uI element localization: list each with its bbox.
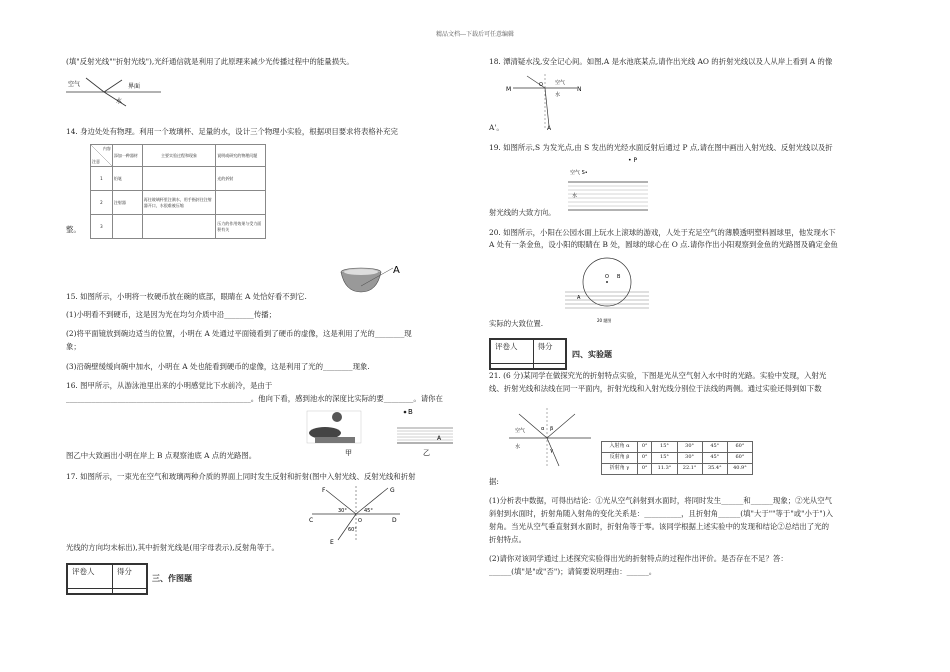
svg-text:A: A	[547, 125, 552, 130]
fig19-pool	[568, 152, 650, 214]
q21-2b: ______(填"是"或"否")；请简要说明理由：______。	[489, 567, 657, 576]
svg-text:A: A	[577, 295, 581, 301]
table-row: 入射角 α 0° 15° 30° 45° 60°	[602, 442, 753, 453]
svg-text:N: N	[577, 86, 582, 93]
q21-2a: (2)请你对该同学通过上述探究实验得出光的折射特点的过程作出评价。是否存在不足？答：	[489, 554, 788, 563]
q14-stem: 14. 身边处处有物理。利用一个玻璃杯、足量的水，设计三个物理小实验，根据项目要求将表格补充完	[66, 127, 398, 136]
svg-text:β: β	[550, 426, 554, 432]
q14-end: 整。	[66, 225, 81, 234]
svg-text:45°: 45°	[364, 508, 373, 514]
q21-end: 据:	[489, 477, 499, 486]
q15-3: (3)沿碗壁缓缓向碗中加水，小明在 A 处也能看到硬币的虚像，这是利用了光的________现象.	[66, 362, 370, 371]
air-label: 空气	[68, 81, 81, 88]
svg-text:20 题图: 20 题图	[597, 318, 612, 323]
fig20-ball	[565, 254, 649, 324]
svg-text:M: M	[506, 86, 512, 93]
q14-table: 内容 注意 添加一种器材 主要实验过程和现象 说明或研究的物理问题 1 铅笔 光的折射 2 注射器 再往玻璃杯里注满水，用手指封住注射器开口，水很难被压缩 3 压力的作用效果与受力面积有关	[90, 144, 266, 239]
q15-1: (1)小明看不到硬币，这是因为光在均匀介质中沿________传播；	[66, 310, 277, 319]
point-a16-label: A	[437, 435, 442, 442]
fig-total-reflection	[66, 72, 176, 110]
point-a-label: A	[393, 265, 400, 276]
q18-end: A'。	[489, 123, 504, 132]
svg-text:E: E	[330, 539, 334, 546]
svg-text:O: O	[605, 274, 609, 280]
table-diag-header: 内容 注意	[91, 145, 113, 167]
q16-c: 图乙中大致画出小明在岸上 B 点观察池底 A 点的光路图。	[66, 451, 257, 460]
q21-data-table	[601, 441, 753, 475]
q19-stem: 19. 如图所示,S 为发光点,由 S 发出的光经水面反射后通过 P 点,请在图中画出入射光线、反射光线以及折	[489, 143, 833, 152]
svg-text:30°: 30°	[338, 508, 347, 514]
q15-2a: (2)将平面镜放到碗边适当的位置，小明在 A 处通过平面镜看到了硬币的虚像，这是利用了光的________现	[66, 329, 412, 338]
q15-2b: 象；	[66, 342, 81, 351]
point-b-label: B	[408, 408, 413, 416]
q17-a: 17. 如图所示，一束光在空气和玻璃两种介质的界面上同时发生反射和折射(图中入射光线、反射光线和折射	[66, 472, 416, 481]
svg-text:F: F	[322, 487, 326, 494]
fig-coin-bowl	[335, 262, 407, 296]
q21-a: 21. (6 分)某同学在做探究光的折射特点实验，下图是光从空气射入水中时的光路。实验中发现，入射光	[489, 371, 827, 380]
q20-a: 20. 如图所示，小阳在公园水面上玩水上滚球的游戏，人处于充足空气的薄膜透明塑料圆球里，他发现水下	[489, 228, 836, 237]
svg-text:D: D	[392, 517, 397, 524]
section-4-title: 四、实验题	[572, 350, 612, 359]
water-label: 水	[116, 98, 123, 105]
q21-1b: 斜射到水面时，折射角随入射角的变化关系是：__________，且折射角______(填"大于""等于"或"小于")入	[489, 509, 833, 518]
q21-b: 线、折射光线和法线在同一平面内，折射光线和入射光线分别位于法线的两侧。通过实验还得到如下数	[489, 384, 822, 393]
svg-text:γ: γ	[550, 448, 553, 454]
q18-stem: 18. 潭清疑水浅,安全记心间。如图,A 是水池底某点,请作出光线 AO 的折射光线以及人从岸上看到 A 的像	[489, 57, 833, 66]
q19-end: 射光线的大致方向。	[489, 208, 556, 217]
q21-1a: (1)分析表中数据，可得出结论：①光从空气斜射到水面时，将同时发生______和______现象；②光从空气	[489, 496, 833, 505]
score-box-3: 评卷人 得分	[66, 563, 148, 595]
svg-text:α: α	[541, 426, 545, 432]
interface-label: 界面	[128, 83, 141, 90]
table-row: 折射角 γ 0° 11.3° 22.1° 35.4° 40.9°	[602, 464, 753, 475]
q17-b: 光线的方向均未标出),其中折射光线是(用字母表示),反射角等于。	[66, 543, 279, 552]
score-box-4: 评卷人 得分	[489, 338, 567, 370]
fig17-interface	[308, 484, 404, 546]
svg-text:水: 水	[515, 444, 521, 450]
q16-a: 16. 图甲所示，从游泳池里出来的小明感觉比下水前冷，是由于	[66, 381, 273, 390]
q21-1d: 折射特点。	[489, 535, 526, 544]
svg-text:空气: 空气	[515, 428, 526, 434]
q15-stem: 15. 如图所示，小明将一枚硬币放在碗的底部，眼睛在 A 处恰好看不到它.	[66, 292, 307, 301]
fig16-pool	[305, 403, 455, 457]
q13-tail: (填"反射光线""折射光线"),光纤通信就是利用了此原理来减少光传播过程中的能量损失。	[66, 57, 354, 66]
table-row: 反射角 β 0° 15° 30° 45° 60°	[602, 453, 753, 464]
svg-text:空气: 空气	[555, 80, 566, 86]
fig18-pool	[505, 72, 585, 130]
svg-text:O: O	[539, 82, 543, 88]
fig21-refraction	[505, 404, 593, 470]
q16-b: __________________________________________________。他向下看，感到池水的深度比实际的要________。请你在	[66, 394, 443, 403]
q20-end: 实际的大致位置.	[489, 319, 544, 328]
yi-label: 乙	[423, 449, 430, 457]
svg-text:水: 水	[572, 193, 578, 199]
q21-1c: 射角。当光从空气垂直射到水面时，折射角等于零。该同学根据上述实验中的发现和结论②总结出了光的	[489, 522, 829, 531]
svg-text:B: B	[617, 274, 621, 280]
svg-text:O: O	[358, 518, 362, 524]
svg-text:水: 水	[555, 92, 561, 98]
q20-b: A 处有一条金鱼，设小阳的眼睛在 B 处，圆球的球心在 O 点.请你作出小阳观察到金鱼的光路图及确定金鱼	[489, 240, 838, 249]
svg-text:• P: • P	[628, 157, 638, 164]
section-3-title: 三、作图题	[152, 574, 192, 583]
svg-text:空气 S•: 空气 S•	[570, 170, 588, 176]
svg-text:C: C	[309, 517, 314, 524]
page-header: 精品文档---下载后可任意编辑	[435, 31, 515, 38]
svg-text:G: G	[390, 487, 395, 494]
jia-label: 甲	[345, 449, 352, 457]
svg-text:60°: 60°	[348, 527, 357, 533]
